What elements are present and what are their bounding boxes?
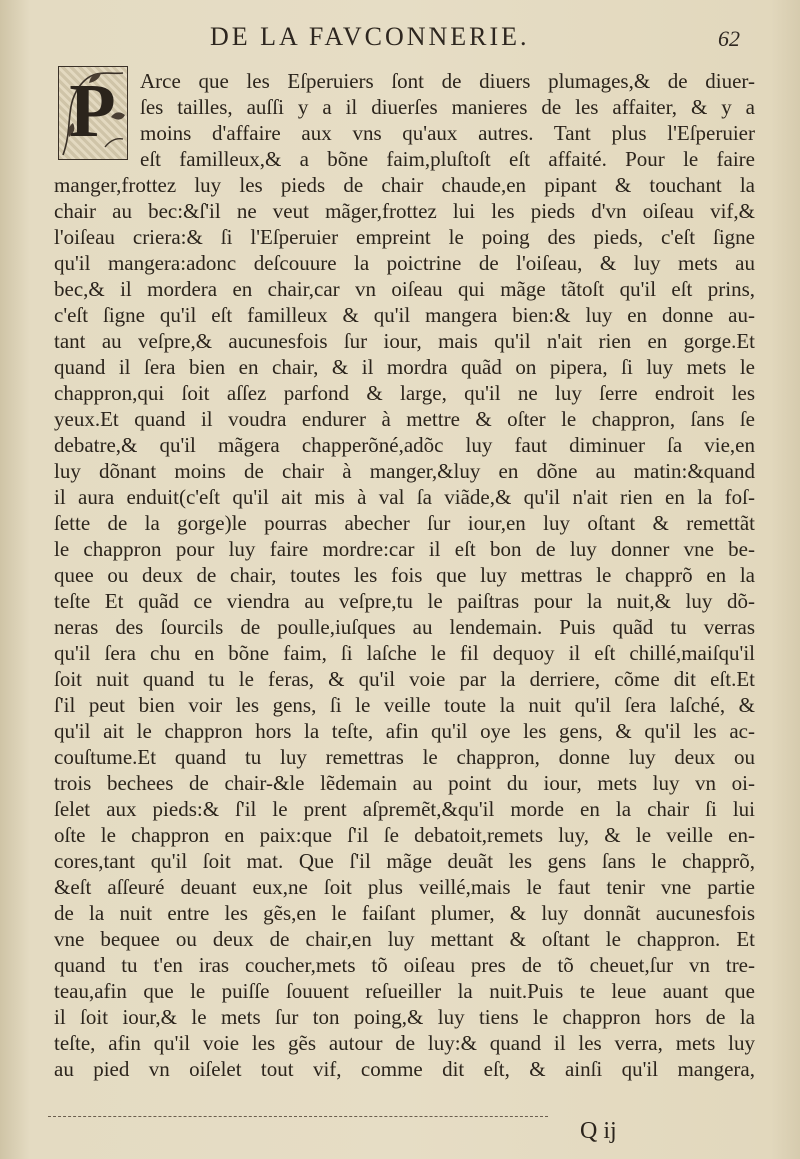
text-line: le chappron pour luy faire mordre:car il eſt bon de luy donner vne be- bbox=[54, 537, 755, 561]
text-line: teſte Et quãd ce viendra au veſpre,tu le paiſtras pour la nuit,& luy dõ- bbox=[54, 589, 755, 613]
text-line: quee ou deux de chair, toutes les fois que luy mettras le chapprõ en la bbox=[54, 563, 755, 587]
text-line: debatre,& qu'il mãgera chapperõné,adõc luy faut diminuer ſa vie,en bbox=[54, 433, 755, 457]
text-line: ſ'il peut bien voir les gens, ſi le veille toute la nuit qu'il ſera laſché, & bbox=[54, 693, 755, 717]
running-title: DE LA FAVCONNERIE. bbox=[210, 22, 530, 51]
text-line: &eſt aſſeuré deuant eux,ne ſoit plus veillé,mais le faut tenir vne partie bbox=[54, 875, 755, 899]
text-line: quand tu t'en iras coucher,mets tõ oiſeau pres de tõ cheuet,ſur vn tre- bbox=[54, 953, 755, 977]
text-line: chappron,qui ſoit aſſez parfond & large, qu'il ne luy ſerre endroit les bbox=[54, 381, 755, 405]
text-line: cores,tant qu'il ſoit mat. Que ſ'il mãge deuãt les gens ſans le chapprõ, bbox=[54, 849, 755, 873]
text-line: teſte, afin qu'il voie les gẽs autour de luy:& quand il les verra, mets luy bbox=[54, 1031, 755, 1055]
text-line: l'oiſeau criera:& ſi l'Eſperuier empreint le poing des pieds, c'eſt ſigne bbox=[54, 225, 755, 249]
text-line: neras des ſourcils de poulle,iuſques au lendemain. Puis quãd tu verras bbox=[54, 615, 755, 639]
text-line: moins d'affaire aux vns qu'aux autres. Tant plus l'Eſperuier bbox=[140, 121, 755, 145]
text-line: oſte le chappron en paix:que ſ'il ſe debatoit,remets luy, & le veille en- bbox=[54, 823, 755, 847]
text-line: tant au veſpre,& aucunesfois ſur iour, mais qu'il n'ait rien en gorge.Et bbox=[54, 329, 755, 353]
signature-mark: Q ij bbox=[580, 1118, 617, 1144]
text-line: manger,frottez luy les pieds de chair chaude,en pipant & touchant la bbox=[54, 173, 755, 197]
folio-number: 62 bbox=[718, 26, 740, 51]
text-line: ſoit nuit quand tu le feras, & qu'il voie par la derriere, cõme dit eſt.Et bbox=[54, 667, 755, 691]
text-line: couſtume.Et quand tu luy remettras le chappron, donne luy deux ou bbox=[54, 745, 755, 769]
text-line: luy dõnant moins de chair à manger,&luy en dõne au matin:&quand bbox=[54, 459, 755, 483]
text-line: qu'il ſera chu en bõne faim, ſi laſche le fil dequoy il eſt chillé,maiſqu'il bbox=[54, 641, 755, 665]
text-line: bec,& il mordera en chair,car vn oiſeau qui mãge tãtoſt qu'il eſt prins, bbox=[54, 277, 755, 301]
text-line: teau,afin que le puiſſe ſouuent reſueiller la nuit.Puis te leue auant que bbox=[54, 979, 755, 1003]
text-line: trois bechees de chair-&le lẽdemain au point du iour, mets luy vn oi- bbox=[54, 771, 755, 795]
text-line: il aura enduit(c'eſt qu'il ait mis à val ſa viãde,& qu'il n'ait rien en la foſ- bbox=[54, 485, 755, 509]
text-line: ſelet aux pieds:& ſ'il le prent aſpremẽt,&qu'il morde en la chair ſi lui bbox=[54, 797, 755, 821]
text-line: eſt familleux,& a bõne faim,pluſtoſt eſt affaité. Pour le faire bbox=[140, 147, 755, 171]
drop-cap-letter: P bbox=[69, 69, 116, 153]
text-line: de la nuit entre les gẽs,en le faiſant plumer, & luy donnãt aucunesfois bbox=[54, 901, 755, 925]
faint-underline-rule bbox=[48, 1116, 548, 1118]
decorated-initial bbox=[58, 66, 128, 160]
text-line: au pied vn oiſelet tout vif, comme dit eſt, & ainſi qu'il mangera, bbox=[54, 1057, 755, 1081]
text-line: quand il ſera bien en chair, & il mordra quãd on pipera, ſi luy mets le bbox=[54, 355, 755, 379]
text-line: ſes tailles, auſſi y a il diuerſes manieres de les affaiter, & y a bbox=[140, 95, 755, 119]
text-line: yeux.Et quand il voudra endurer à mettre & oſter le chappron, ſans ſe bbox=[54, 407, 755, 431]
text-line: il ſoit iour,& le mets ſur ton poing,& luy tiens le chappron hors de la bbox=[54, 1005, 755, 1029]
text-line: vne bequee ou deux de chair,en luy mettant & oſtant le chappron. Et bbox=[54, 927, 755, 951]
text-line: chair au bec:&ſ'il ne veut mãger,frottez lui les pieds d'vn oiſeau vif,& bbox=[54, 199, 755, 223]
text-line: qu'il ait le chappron hors la teſte, afin qu'il oye les gens, & qu'il les ac- bbox=[54, 719, 755, 743]
running-head bbox=[0, 22, 800, 58]
text-line: Arce que les Eſperuiers ſont de diuers plumages,& de diuer- bbox=[140, 69, 755, 93]
text-line: c'eſt ſigne qu'il eſt familleux & qu'il mangera bien:& luy en donne au- bbox=[54, 303, 755, 327]
text-line: qu'il mangera:adonc deſcouure la poictrine de l'oiſeau, & luy mets au bbox=[54, 251, 755, 275]
text-line: ſette de la gorge)le pourras abecher ſur iour,en luy oſtant & remettãt bbox=[54, 511, 755, 535]
